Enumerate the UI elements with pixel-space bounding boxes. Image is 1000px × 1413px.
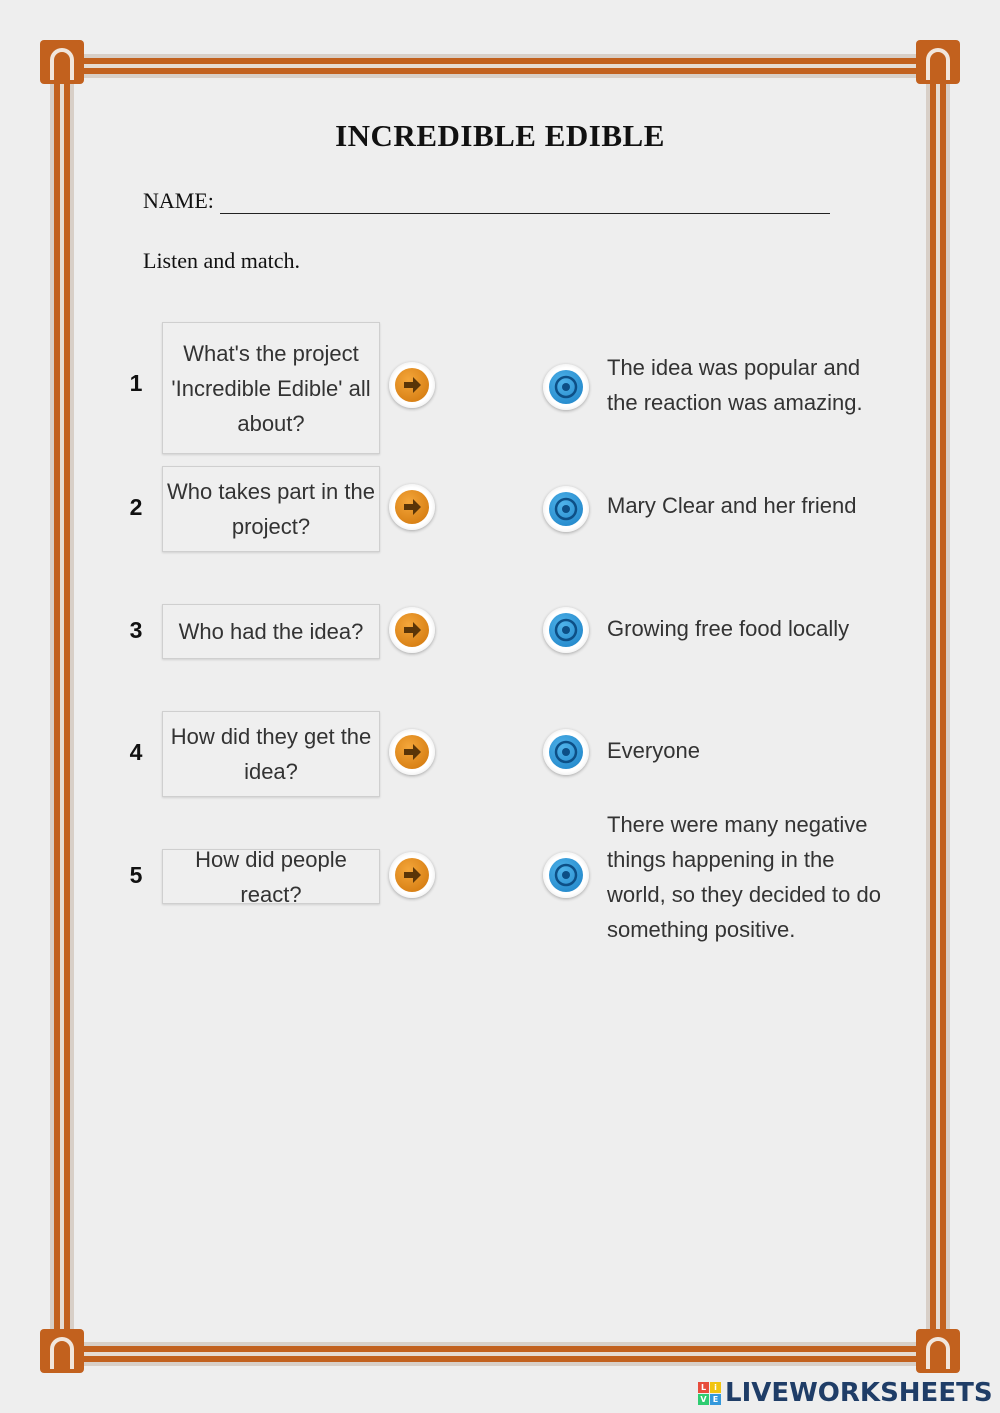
match-source-dot[interactable]: [389, 729, 435, 775]
liveworksheets-logo: [698, 1378, 993, 1408]
match-source-dot[interactable]: [389, 607, 435, 653]
question-box[interactable]: [162, 604, 380, 659]
question-number: 3: [129, 617, 143, 643]
frame-top-border: [62, 54, 938, 78]
question-number: 1: [129, 370, 143, 396]
worksheet-title: INCREDIBLE EDIBLE: [335, 118, 665, 153]
match-target-dot[interactable]: [543, 486, 589, 532]
match-source-dot[interactable]: [389, 852, 435, 898]
name-label: NAME:: [143, 188, 214, 213]
answer-text: Everyone: [607, 738, 700, 763]
name-row: [143, 188, 830, 214]
target-icon: [549, 735, 583, 769]
arrow-right-icon: [395, 368, 429, 402]
arrow-right-icon: [395, 490, 429, 524]
question-number: 4: [129, 739, 143, 765]
question-number: 5: [129, 862, 143, 888]
question-number: 2: [129, 494, 143, 520]
question-text: Who takes part in the project?: [167, 479, 375, 539]
answer-text: The idea was popular and the reaction was amazing.: [607, 355, 863, 415]
question-text: How did they get the idea?: [170, 724, 372, 784]
match-target-dot[interactable]: [543, 852, 589, 898]
target-icon: [549, 492, 583, 526]
match-target-dot[interactable]: [543, 729, 589, 775]
match-target-dot[interactable]: [543, 607, 589, 653]
frame-corner-ornament: [916, 1329, 960, 1373]
question-box[interactable]: [162, 711, 380, 797]
answer-text: Growing free food locally: [607, 616, 850, 641]
arrow-right-icon: [395, 735, 429, 769]
question-text: How did people react?: [195, 846, 347, 907]
answer-text: Mary Clear and her friend: [607, 493, 857, 518]
arrow-right-icon: [395, 858, 429, 892]
frame-corner-ornament: [40, 40, 84, 84]
instruction-text: Listen and match.: [143, 248, 301, 273]
frame-bottom-border: [62, 1342, 938, 1366]
question-box[interactable]: [162, 466, 380, 552]
answer-text: There were many negative things happening in the world, so they decided to do something positive.: [607, 812, 881, 942]
target-icon: [549, 858, 583, 892]
frame-corner-ornament: [916, 40, 960, 84]
question-text: Who had the idea?: [178, 619, 364, 644]
frame-right-border: [926, 62, 950, 1352]
target-icon: [549, 613, 583, 647]
name-line: [220, 191, 830, 214]
frame-corner-ornament: [40, 1329, 84, 1373]
target-icon: [549, 370, 583, 404]
match-source-dot[interactable]: [389, 362, 435, 408]
arrow-right-icon: [395, 613, 429, 647]
brand-logo-icon: L i V E: [698, 1382, 721, 1405]
match-target-dot[interactable]: [543, 364, 589, 410]
question-text: What's the project 'Incredible Edible' all about?: [171, 340, 371, 436]
frame-left-border: [50, 62, 74, 1352]
brand-name: LIVEWORKSHEETS: [725, 1378, 993, 1408]
question-box[interactable]: [162, 846, 380, 907]
question-box[interactable]: [162, 322, 380, 454]
match-source-dot[interactable]: [389, 484, 435, 530]
